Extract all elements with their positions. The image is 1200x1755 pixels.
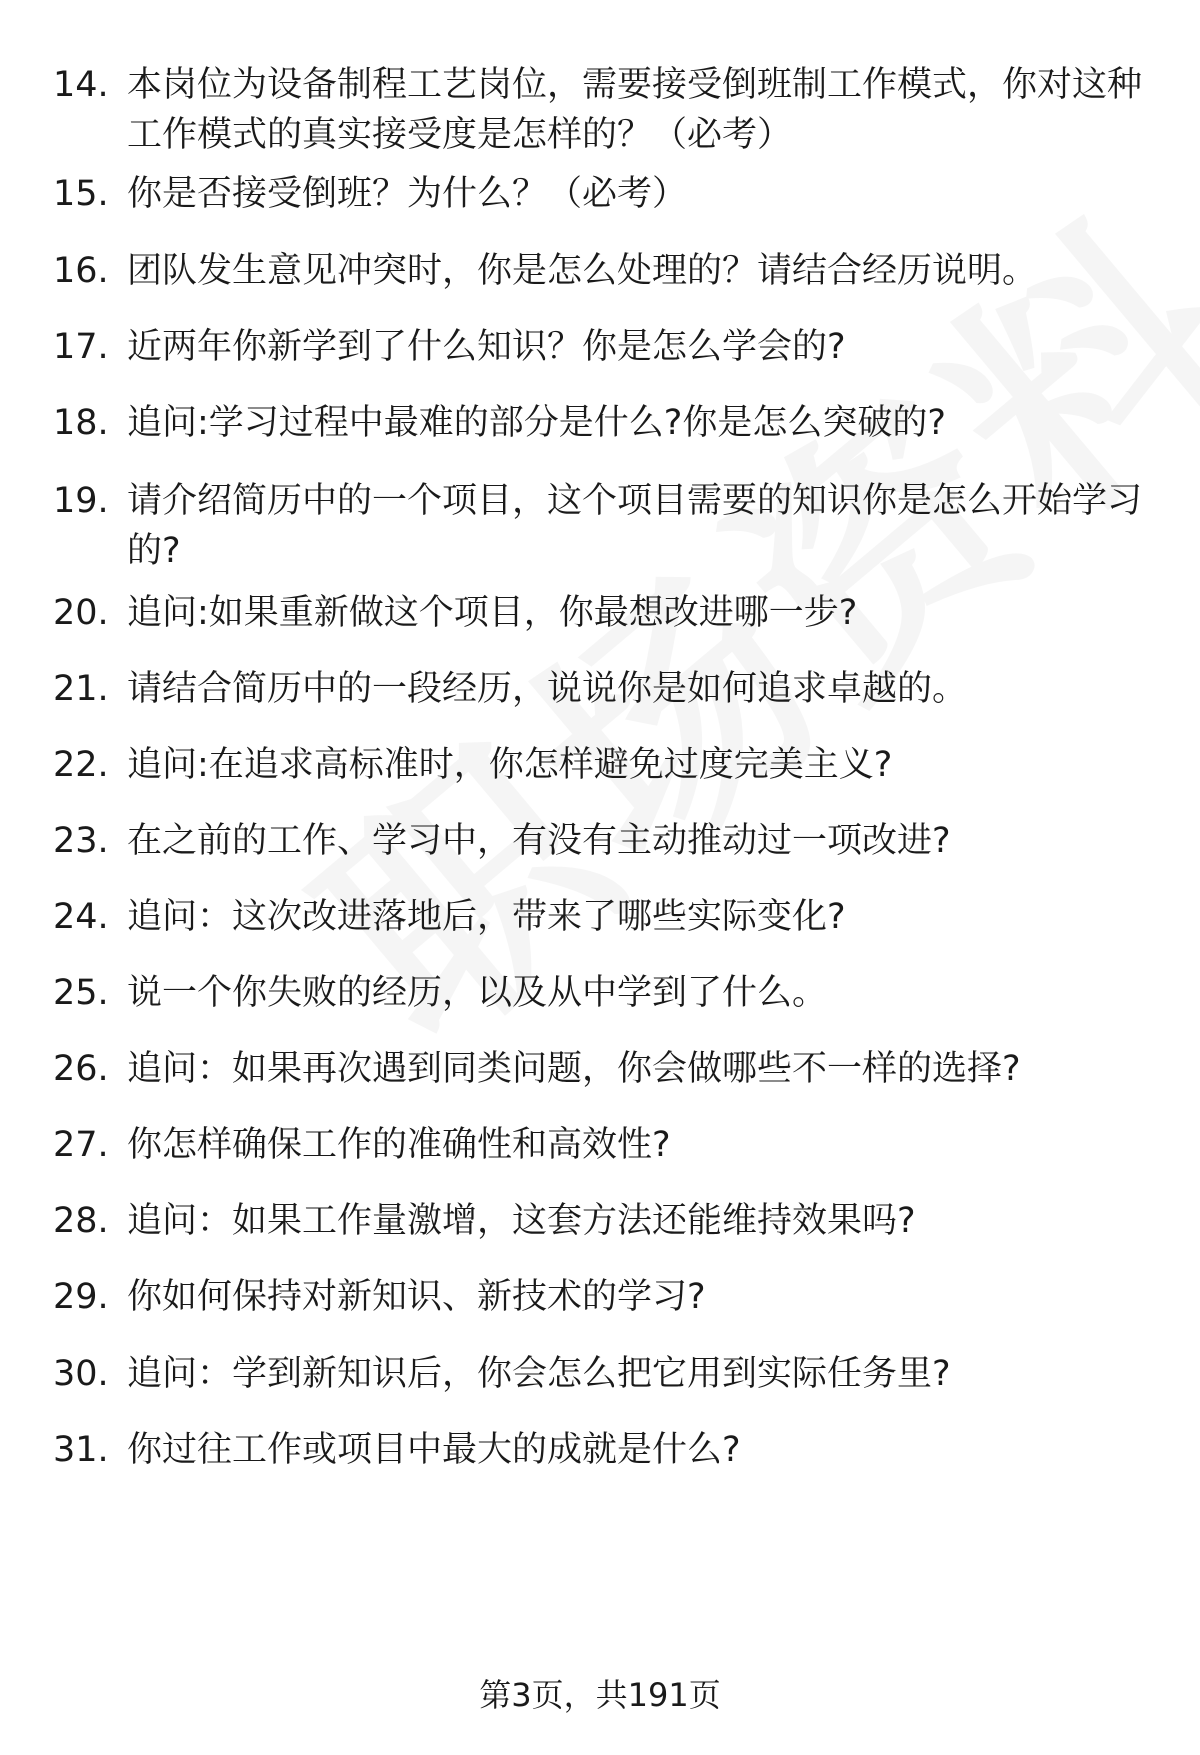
question-number: 24. bbox=[53, 897, 109, 937]
question-number: 29. bbox=[53, 1277, 109, 1317]
question-number: 22. bbox=[53, 745, 109, 785]
question-number: 26. bbox=[53, 1049, 109, 1089]
question-text: 说一个你失败的经历，以及从中学到了什么。 bbox=[127, 973, 828, 1013]
question-number: 27. bbox=[53, 1125, 109, 1165]
question-text: 在之前的工作、学习中，有没有主动推动过一项改进? bbox=[127, 821, 951, 861]
question-number: 18. bbox=[53, 403, 109, 443]
question-number: 17. bbox=[53, 327, 109, 367]
question-text: 追问：如果再次遇到同类问题，你会做哪些不一样的选择? bbox=[127, 1049, 1021, 1089]
question-text: 追问：如果工作量激增，这套方法还能维持效果吗? bbox=[127, 1201, 916, 1241]
question-text: 本岗位为设备制程工艺岗位，需要接受倒班制工作模式，你对这种工作模式的真实接受度是怎样的？（必考） bbox=[127, 65, 1143, 155]
question-number: 14. bbox=[53, 65, 109, 105]
question-number: 21. bbox=[53, 669, 109, 709]
question-number: 16. bbox=[53, 251, 109, 291]
question-number: 23. bbox=[53, 821, 109, 861]
question-text: 你如何保持对新知识、新技术的学习? bbox=[127, 1277, 706, 1317]
question-text: 近两年你新学到了什么知识？你是怎么学会的? bbox=[127, 327, 846, 367]
question-number: 30. bbox=[53, 1354, 109, 1394]
question-text: 你是否接受倒班？为什么？（必考） bbox=[127, 174, 688, 214]
question-number: 20. bbox=[53, 593, 109, 633]
question-number: 15. bbox=[53, 174, 109, 214]
question-number: 28. bbox=[53, 1201, 109, 1241]
question-number: 25. bbox=[53, 973, 109, 1013]
question-text: 追问:在追求高标准时，你怎样避免过度完美主义? bbox=[127, 745, 893, 785]
question-number: 19. bbox=[53, 481, 109, 521]
question-text: 你怎样确保工作的准确性和高效性? bbox=[127, 1125, 671, 1165]
question-number: 31. bbox=[53, 1430, 109, 1470]
question-text: 团队发生意见冲突时，你是怎么处理的？请结合经历说明。 bbox=[127, 251, 1038, 291]
question-text: 追问:学习过程中最难的部分是什么?你是怎么突破的? bbox=[127, 403, 946, 443]
page-footer: 第3页，共191页 bbox=[479, 1676, 721, 1714]
question-text: 请结合简历中的一段经历，说说你是如何追求卓越的。 bbox=[127, 669, 968, 709]
question-text: 请介绍简历中的一个项目，这个项目需要的知识你是怎么开始学习的? bbox=[127, 481, 1143, 571]
question-text: 追问：这次改进落地后，带来了哪些实际变化? bbox=[127, 897, 846, 937]
question-text: 追问:如果重新做这个项目，你最想改进哪一步? bbox=[127, 593, 858, 633]
question-text: 追问：学到新知识后，你会怎么把它用到实际任务里? bbox=[127, 1354, 951, 1394]
question-text: 你过往工作或项目中最大的成就是什么? bbox=[127, 1430, 741, 1470]
